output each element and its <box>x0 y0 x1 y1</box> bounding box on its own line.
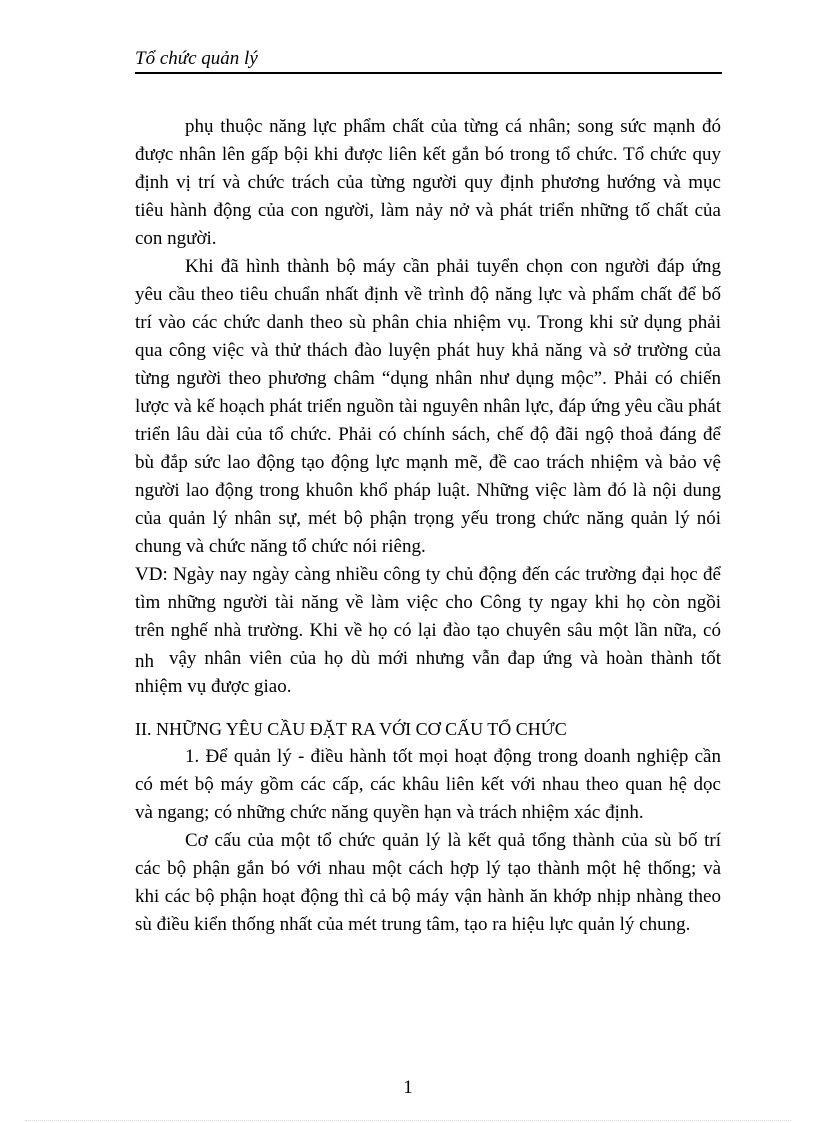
example-line: tìm những người tài năng về làm việc cho Công ty ngay khi họ còn ngồi <box>135 592 721 613</box>
paragraph-line: phụ thuộc năng lực phẩm chất của từng cá nhân; song sức mạnh đó <box>185 116 721 137</box>
paragraph-line: được nhân lên gấp bội khi được liên kết gắn bó trong tổ chức. Tổ chức quy <box>135 144 721 165</box>
paragraph-line: Cơ cấu của một tổ chức quản lý là kết quả tổng thành của sù bố trí <box>185 830 721 851</box>
paragraph-line: qua công việc và thử thách đào luyện phát huy khả năng và sở trường của <box>135 340 721 361</box>
example-line: VD: Ngày nay ngày càng nhiều công ty chủ động đến các trường đại học để <box>135 564 721 585</box>
example-line-fragment: nh <box>135 651 154 672</box>
paragraph-line: con người. <box>135 228 217 249</box>
paragraph-line: và ngang; có những chức năng quyền hạn và trách nhiệm xác định. <box>135 802 644 823</box>
paragraph-line: yêu cầu theo tiêu chuẩn nhất định về trình độ năng lực và phẩm chất để bố <box>135 284 721 305</box>
section-heading: II. NHỮNG YÊU CẦU ĐẶT RA VỚI CƠ CẤU TỔ CHỨC <box>135 719 567 739</box>
paragraph-line: tiêu hành động của con người, làm nảy nở và phát triển những tố chất của <box>135 200 721 221</box>
paragraph-line: sù điều kiển thống nhất của mét trung tâm, tạo ra hiệu lực quản lý chung. <box>135 914 691 935</box>
paragraph-line: khi các bộ phận hoạt động thì cả bộ máy vận hành ăn khớp nhịp nhàng theo <box>135 886 721 907</box>
paragraph-line: của quản lý nhân sự, mét bộ phận trọng yếu trong chức năng quản lý nói <box>135 508 721 529</box>
paragraph-line: chung và chức năng tổ chức nói riêng. <box>135 536 426 557</box>
page-number: 1 <box>403 1077 413 1098</box>
paragraph-line: từng người theo phương châm “dụng nhân như dụng mộc”. Phải có chiến <box>135 368 721 389</box>
paragraph-line: các bộ phận gắn bó với nhau một cách hợp lý tạo thành một hệ thống; và <box>135 858 721 879</box>
example-line: vậy nhân viên của họ dù mới nhưng vẫn đap ứng và hoàn thành tốt <box>169 648 721 669</box>
paragraph-line: triển lâu dài của tổ chức. Phải có chính sách, chế độ đãi ngộ thoả đáng để <box>135 424 721 445</box>
example-line: nhiệm vụ được giao. <box>135 676 292 697</box>
paragraph-line: định vị trí và chức trách của từng người quy định phương hướng và mục <box>135 172 721 193</box>
header-title: Tổ chức quản lý <box>135 48 258 69</box>
example-line: trên nghế nhà trường. Khi về họ có lại đào tạo chuyên sâu một lần nữa, có <box>135 620 721 641</box>
paragraph-line: trí vào các chức danh theo sù phân chia nhiệm vụ. Trong khi sử dụng phải <box>135 312 721 333</box>
paragraph-line: 1. Để quản lý - điều hành tốt mọi hoạt động trong doanh nghiệp cần <box>185 746 721 767</box>
page-bottom-divider <box>25 1120 791 1121</box>
paragraph-line: có mét bộ máy gồm các cấp, các khâu liên kết với nhau theo quan hệ dọc <box>135 774 721 795</box>
paragraph-line: người lao động trong khuôn khổ pháp luật. Những việc làm đó là nội dung <box>135 480 721 501</box>
paragraph-line: lược và kế hoạch phát triển nguồn tài nguyên nhân lực, đáp ứng yêu cầu phát <box>135 396 721 417</box>
paragraph-line: Khi đã hình thành bộ máy cần phải tuyển chọn con người đáp ứng <box>185 256 721 277</box>
paragraph-line: bù đắp sức lao động tạo động lực mạnh mẽ, đề cao trách nhiệm và bảo vệ <box>135 452 721 473</box>
document-body <box>135 0 721 1123</box>
